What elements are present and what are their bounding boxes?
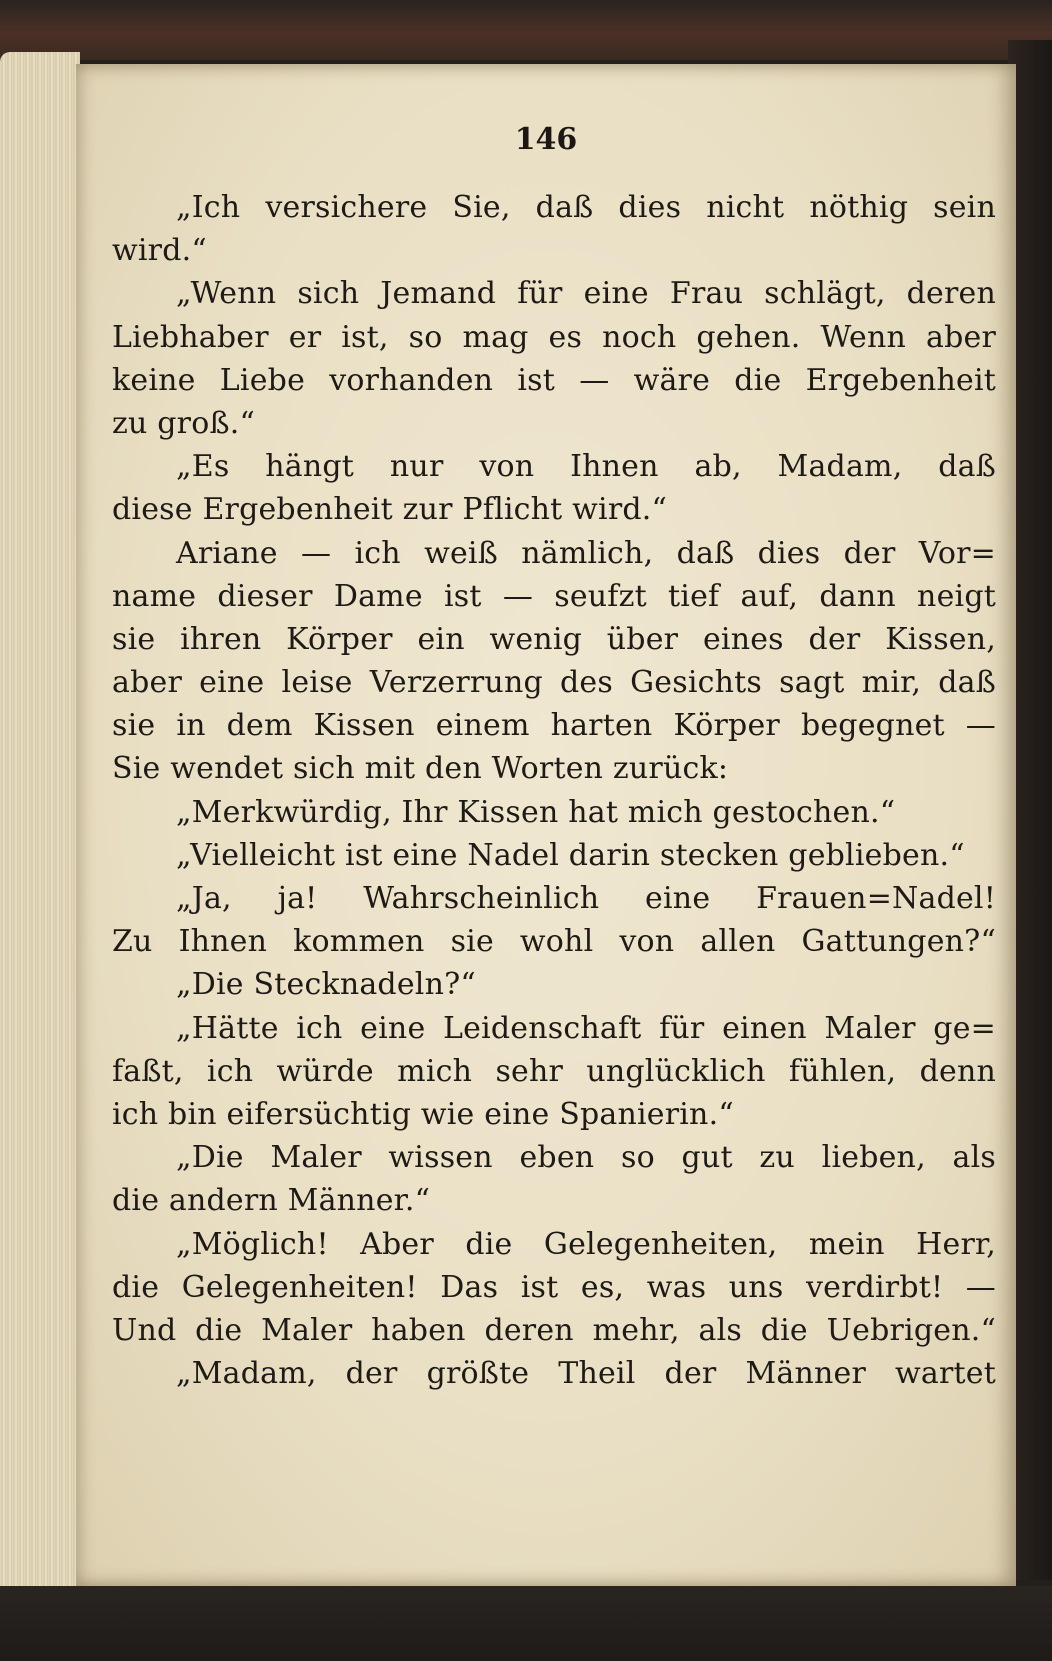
text-line: zu groß.“: [112, 405, 255, 441]
text-line: „Es hängt nur von Ihnen ab, Madam, daß: [176, 449, 996, 485]
text-line: „Die Stecknadeln?“: [176, 967, 476, 1003]
page-number: 146: [514, 122, 578, 157]
text-line: Sie wendet sich mit den Worten zurück:: [112, 751, 729, 787]
text-line: name dieser Dame ist — seufzt tief auf, dann neigt: [112, 578, 996, 614]
text-line: „Wenn sich Jemand für eine Frau schlägt, deren: [176, 276, 996, 312]
text-line: die Gelegenheiten! Das ist es, was uns verdirbt! —: [112, 1269, 996, 1305]
text-line: „Vielleicht ist eine Nadel darin stecken geblieben.“: [176, 837, 965, 873]
text-line: „Merkwürdig, Ihr Kissen hat mich gestochen.“: [176, 794, 896, 830]
text-line: Und die Maler haben deren mehr, als die Uebrigen.“: [112, 1312, 996, 1348]
page-edges: [0, 52, 80, 1602]
text-line: „Möglich! Aber die Gelegenheiten, mein Herr,: [176, 1226, 996, 1262]
text-line: wird.“: [112, 233, 207, 269]
text-line: „Ja, ja! Wahrscheinlich eine Frauen=Nadel!: [176, 881, 996, 916]
book-cover-bottom: [0, 1586, 1052, 1661]
text-line: „Madam, der größte Theil der Männer wartet: [176, 1356, 996, 1392]
text-line: „Ich versichere Sie, daß dies nicht nöthig sein: [176, 190, 996, 225]
text-line: die andern Männer.“: [112, 1183, 431, 1219]
page-text: [112, 186, 996, 1395]
text-line: Liebhaber er ist, so mag es noch gehen. Wenn aber: [112, 319, 996, 355]
book-cover-top: [0, 0, 1052, 60]
text-line: „Die Maler wissen eben so gut zu lieben, als: [176, 1140, 996, 1176]
text-line: faßt, ich würde mich sehr unglücklich fühlen, denn: [112, 1053, 996, 1089]
text-line: Zu Ihnen kommen sie wohl von allen Gattungen?“: [112, 924, 996, 960]
text-line: sie in dem Kissen einem harten Körper begegnet —: [112, 708, 996, 744]
text-line: ich bin eifersüchtig wie eine Spanierin.“: [112, 1096, 734, 1132]
text-line: aber eine leise Verzerrung des Gesichts sagt mir, daß: [112, 665, 996, 701]
text-line: sie ihren Körper ein wenig über eines der Kissen,: [112, 621, 996, 657]
text-line: diese Ergebenheit zur Pflicht wird.“: [112, 492, 668, 528]
text-line: keine Liebe vorhanden ist — wäre die Ergebenheit: [112, 362, 996, 398]
text-line: „Hätte ich eine Leidenschaft für einen Maler ge=: [176, 1010, 996, 1046]
text-line: Ariane — ich weiß nämlich, daß dies der Vor=: [176, 535, 996, 571]
